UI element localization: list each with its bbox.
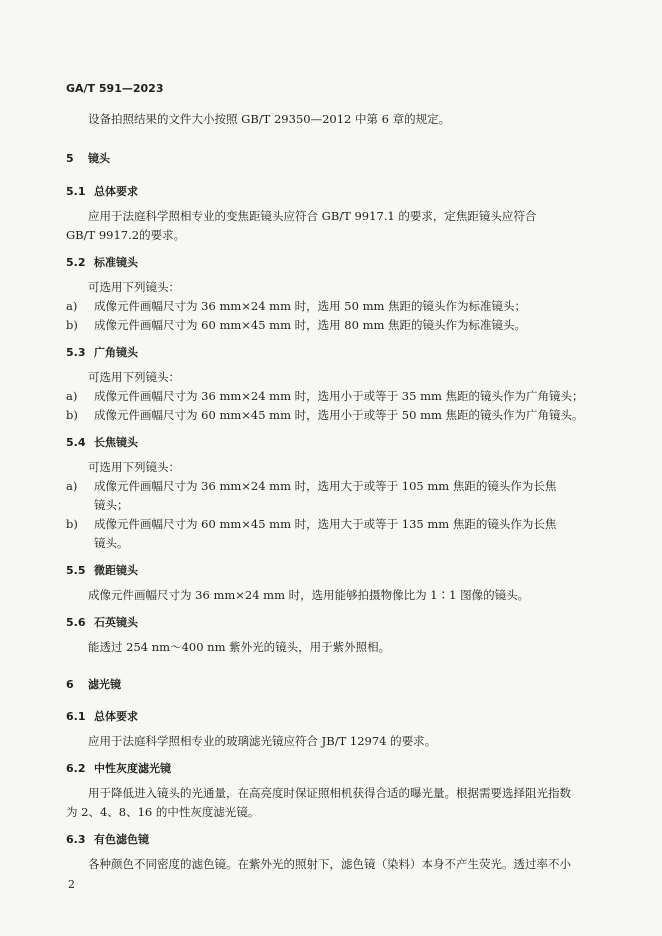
section-number: 6 xyxy=(66,678,74,691)
section-number: 5 xyxy=(66,152,74,165)
section-5-6-heading xyxy=(66,614,138,630)
section-number: 6.3 xyxy=(66,833,86,846)
list-item xyxy=(66,317,526,333)
section-title: 有色滤色镜 xyxy=(94,833,149,846)
intro-paragraph: 设备拍照结果的文件大小按照 GB/T 29350—2012 中第 6 章的规定。 xyxy=(88,112,451,126)
section-5-1-heading xyxy=(66,183,138,199)
section-title: 总体要求 xyxy=(94,710,138,723)
list-item-text: 成像元件画幅尺寸为 36 mm×24 mm 时，选用小于或等于 35 mm 焦距的镜头作为广角镜头； xyxy=(94,389,584,403)
section-6-2-heading xyxy=(66,760,171,776)
section-title: 滤光镜 xyxy=(88,678,121,691)
section-title: 中性灰度滤光镜 xyxy=(94,762,171,775)
list-item-label: b) xyxy=(66,318,78,332)
list-item-label: b) xyxy=(66,517,78,531)
list-item-text: 成像元件画幅尺寸为 60 mm×45 mm 时，选用 80 mm 焦距的镜头作为标准镜头。 xyxy=(94,318,527,332)
section-5-1-text-line1: 应用于法庭科学照相专业的变焦距镜头应符合 GB/T 9917.1 的要求，定焦距镜头应符合 xyxy=(88,209,537,223)
list-item-text: 成像元件画幅尺寸为 60 mm×45 mm 时，选用大于或等于 135 mm 焦距的镜头作为长焦 xyxy=(94,517,557,531)
section-5-2-intro: 可选用下列镜头： xyxy=(88,280,180,294)
list-item-label: a) xyxy=(66,299,78,313)
section-number: 5.5 xyxy=(66,564,86,577)
list-item-label: b) xyxy=(66,408,78,422)
section-number: 5.6 xyxy=(66,616,86,629)
section-5-3-intro: 可选用下列镜头： xyxy=(88,370,180,384)
section-6-1-heading xyxy=(66,708,138,724)
section-title: 广角镜头 xyxy=(94,346,138,359)
section-number: 5.4 xyxy=(66,436,86,449)
list-item xyxy=(66,388,584,404)
standard-code: GA/T 591—2023 xyxy=(66,82,164,95)
section-title: 标准镜头 xyxy=(94,256,138,269)
list-item-continuation: 镜头。 xyxy=(94,536,129,550)
section-title: 长焦镜头 xyxy=(94,436,138,449)
list-item-text: 成像元件画幅尺寸为 36 mm×24 mm 时，选用 50 mm 焦距的镜头作为标准镜头； xyxy=(94,299,527,313)
section-5-5-heading xyxy=(66,562,138,578)
section-title: 总体要求 xyxy=(94,185,138,198)
section-5-3-heading xyxy=(66,344,138,360)
section-5-1-text-line2: GB/T 9917.2的要求。 xyxy=(66,228,186,242)
section-6-2-text-line1: 用于降低进入镜头的光通量，在高亮度时保证照相机获得合适的曝光量。根据需要选择阻光指数 xyxy=(88,786,571,800)
section-number: 5.1 xyxy=(66,185,86,198)
list-item xyxy=(66,516,556,532)
section-5-6-text: 能透过 254 nm～400 nm 紫外光的镜头，用于紫外照相。 xyxy=(88,640,391,654)
section-title: 镜头 xyxy=(88,152,110,165)
section-5-5-text: 成像元件画幅尺寸为 36 mm×24 mm 时，选用能够拍摄物像比为 1∶1 图像的镜头。 xyxy=(88,588,530,602)
section-title: 微距镜头 xyxy=(94,564,138,577)
section-6-3-heading xyxy=(66,831,149,847)
section-5-4-heading xyxy=(66,434,138,450)
list-item-text: 成像元件画幅尺寸为 60 mm×45 mm 时，选用小于或等于 50 mm 焦距的镜头作为广角镜头。 xyxy=(94,408,584,422)
section-6-2-text-line2: 为 2、4、8、16 的中性灰度滤光镜。 xyxy=(66,805,260,819)
list-item xyxy=(66,407,584,423)
section-number: 5.3 xyxy=(66,346,86,359)
section-5-2-heading xyxy=(66,254,138,270)
section-6-heading xyxy=(66,676,121,692)
list-item xyxy=(66,298,526,314)
list-item xyxy=(66,478,556,494)
section-6-3-text-line1: 各种颜色不同密度的滤色镜。在紫外光的照射下，滤色镜（染料）本身不产生荧光。透过率不小 xyxy=(88,857,571,871)
list-item-label: a) xyxy=(66,389,78,403)
section-5-4-intro: 可选用下列镜头： xyxy=(88,460,180,474)
list-item-continuation: 镜头； xyxy=(94,498,129,512)
section-5-heading xyxy=(66,150,110,166)
section-number: 6.1 xyxy=(66,710,86,723)
list-item-text: 成像元件画幅尺寸为 36 mm×24 mm 时，选用大于或等于 105 mm 焦距的镜头作为长焦 xyxy=(94,479,557,493)
section-title: 石英镜头 xyxy=(94,616,138,629)
list-item-label: a) xyxy=(66,479,78,493)
page-number: 2 xyxy=(68,878,75,891)
section-number: 6.2 xyxy=(66,762,86,775)
section-6-1-text: 应用于法庭科学照相专业的玻璃滤光镜应符合 JB/T 12974 的要求。 xyxy=(88,734,437,748)
section-number: 5.2 xyxy=(66,256,86,269)
